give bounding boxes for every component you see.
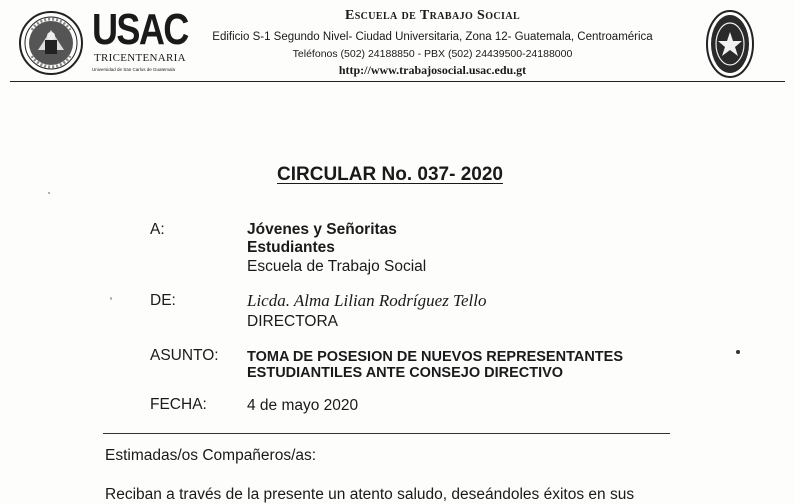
to-recipients-line3: Escuela de Trabajo Social: [247, 258, 427, 275]
scan-speck: [48, 192, 50, 194]
website-link[interactable]: http://www.trabajosocial.usac.edu.gt: [338, 63, 527, 77]
scan-speck: [110, 297, 112, 300]
tricentenaria-text: TRICENTENARIA: [94, 52, 186, 64]
from-signature-name: Licda. Alma Lilian Rodríguez Tello: [247, 291, 487, 310]
from-label: DE:: [150, 292, 176, 309]
greeting: Estimadas/os Compañeros/as:: [105, 447, 317, 464]
header-divider: [10, 81, 785, 82]
usac-wordmark: [92, 5, 188, 80]
date-label: FECHA:: [150, 396, 207, 413]
to-label: A:: [150, 221, 165, 238]
university-seal-logo: [18, 10, 84, 76]
circular-title: CIRCULAR No. 037- 2020: [277, 164, 503, 185]
school-name: Escuela de Trabajo Social: [344, 8, 521, 23]
date-value: 4 de mayo 2020: [247, 397, 359, 414]
body-divider: [103, 433, 670, 434]
subject-line1: TOMA DE POSESION DE NUEVOS REPRESENTANTES: [247, 349, 623, 365]
subject-label: ASUNTO:: [150, 347, 219, 364]
from-role: DIRECTORA: [247, 313, 339, 330]
phones-line: Teléfonos (502) 24188850 - PBX (502) 24439500-24188000: [292, 48, 573, 60]
body-paragraph: Reciban a través de la presente un atento saludo, deseándoles éxitos en sus: [105, 486, 635, 503]
subject-line2: ESTUDIANTILES ANTE CONSEJO DIRECTIVO: [247, 365, 564, 381]
address-line: Edificio S-1 Segundo Nivel- Ciudad Universitaria, Zona 12- Guatemala, Centroamérica: [212, 31, 653, 43]
usac-logo-text: USAC: [92, 5, 188, 54]
to-recipients-line2: Estudiantes: [247, 239, 335, 256]
university-name-small: Universidad de San Carlos de Guatemala: [92, 67, 176, 72]
school-seal-logo: [705, 8, 755, 80]
scan-speck: [736, 350, 740, 354]
to-recipients-line1: Jóvenes y Señoritas: [247, 221, 397, 238]
